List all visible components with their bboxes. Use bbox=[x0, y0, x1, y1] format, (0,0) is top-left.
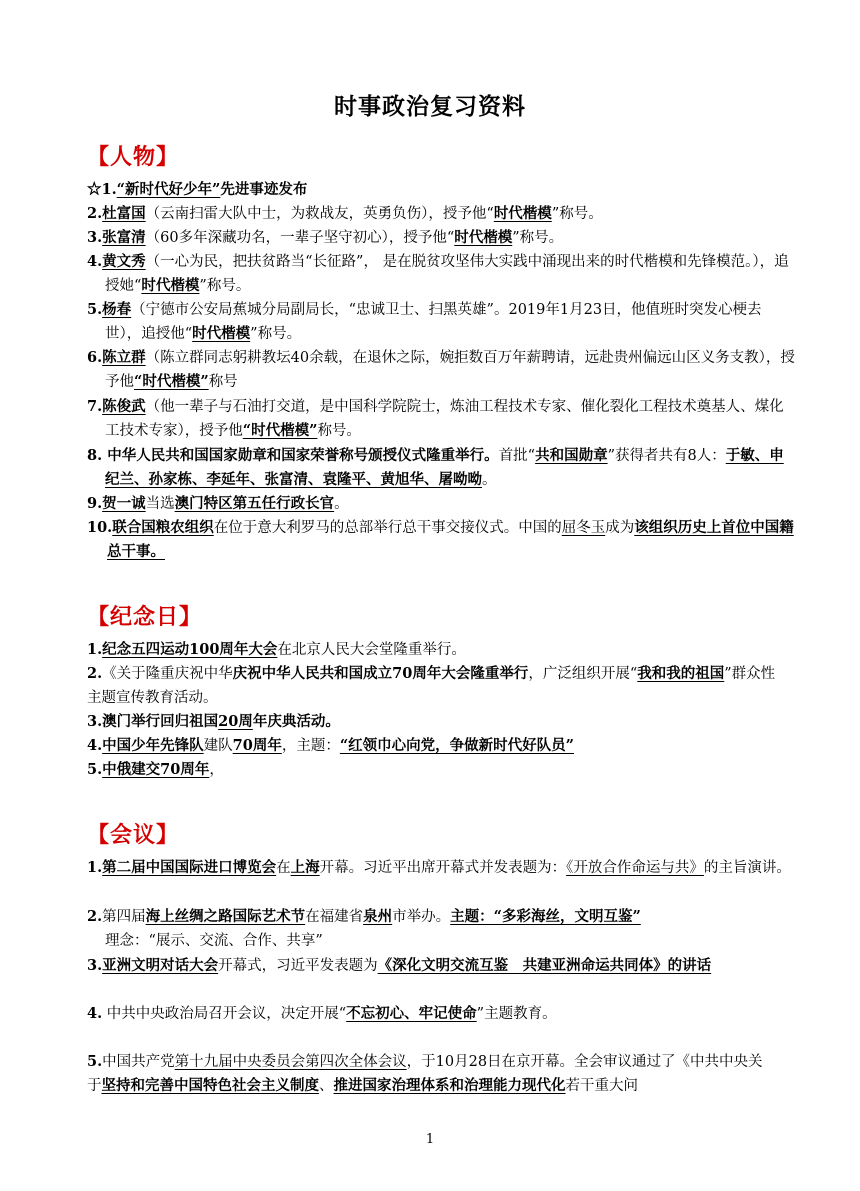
days-item-5: 5.中俄建交70周年， bbox=[87, 761, 224, 778]
days-item-2: 2.《关于隆重庆祝中华庆祝中华人民共和国成立70周年大会隆重举行，广泛组织开展“我和我的祖国”群众性主题宣传教育活动。 bbox=[87, 665, 776, 706]
meetings-item-4: 4. 中共中央政治局召开会议，决定开展“不忘初心、牢记使命”主题教育。 bbox=[87, 1005, 557, 1022]
people-item-4: 4.黄文秀（一心为民，把扶贫路当“长征路”， 是在脱贫攻坚伟大实践中涌现出来的时代楷模和先锋模范。），追授她“时代楷模”称号。 bbox=[87, 253, 789, 294]
people-item-5: 5.杨春（宁德市公安局蕉城分局副局长，“忠诚卫士、扫黑英雄”。2019年1月23日，他值班时突发心梗去世），追授他“时代楷模”称号。 bbox=[87, 301, 762, 342]
people-item-3: 3.张富清（60多年深藏功名，一辈子坚守初心），授予他“时代楷模”称号。 bbox=[87, 229, 564, 246]
page-number: 1 bbox=[425, 1132, 435, 1147]
meetings-item-5: 5.中国共产党第十九届中央委员会第四次全体会议，于10月28日在京开幕。全会审议通过了《中共中央关于坚持和完善中国特色社会主义制度、推进国家治理体系和治理能力现代化若干重大问 bbox=[87, 1053, 763, 1094]
section-heading-people: 【人物】 bbox=[87, 145, 180, 170]
people-item-10: 10.联合国粮农组织在位于意大利罗马的总部举行总干事交接仪式。中国的屈冬玉成为该组织历史上首位中国籍总干事。 bbox=[87, 519, 794, 560]
section-heading-days: 【纪念日】 bbox=[87, 605, 203, 630]
meetings-item-1: 1.第二届中国国际进口博览会在上海开幕。习近平出席开幕式并发表题为：《开放合作命运与共》的主旨演讲。 bbox=[87, 859, 791, 876]
meetings-item-2: 2.第四届海上丝绸之路国际艺术节在福建省泉州市举办。主题：“多彩海丝，文明互鉴” 理念：“展示、交流、合作、共享” bbox=[87, 908, 641, 949]
section-heading-meetings: 【会议】 bbox=[87, 823, 180, 848]
people-item-6: 6.陈立群（陈立群同志躬耕教坛40余载，在退休之际，婉拒数百万年薪聘请，远赴贵州偏远山区义务支教），授予他“时代楷模”称号 bbox=[87, 349, 795, 390]
days-item-4: 4.中国少年先锋队建队70周年，主题：“红领巾心向党，争做新时代好队员” bbox=[87, 737, 575, 754]
people-item-8: 8. 中华人民共和国国家勋章和国家荣誉称号颁授仪式隆重举行。首批“共和国勋章”获得者共有8人：于敏、申纪兰、孙家栋、李延年、张富清、袁隆平、黄旭华、屠呦呦。 bbox=[87, 447, 784, 488]
people-item-7: 7.陈俊武（他一辈子与石油打交道，是中国科学院院士，炼油工程技术专家、催化裂化工程技术奠基人、煤化工技术专家），授予他“时代楷模”称号。 bbox=[87, 398, 784, 439]
people-item-2: 2.杜富国（云南扫雷大队中士，为救战友，英勇负伤），授予他“时代楷模”称号。 bbox=[87, 205, 603, 222]
days-item-1: 1.纪念五四运动100周年大会在北京人民大会堂隆重举行。 bbox=[87, 641, 466, 658]
document-title: 时事政治复习资料 bbox=[334, 94, 526, 120]
people-item-1: ☆1.“新时代好少年”先进事迹发布 bbox=[87, 181, 308, 198]
people-item-9: 9.贺一诚当选澳门特区第五任行政长官。 bbox=[87, 495, 349, 512]
meetings-item-3: 3.亚洲文明对话大会开幕式，习近平发表题为《深化文明交流互鉴 共建亚洲命运共同体》的讲话 bbox=[87, 957, 712, 974]
days-item-3: 3.澳门举行回归祖国20周年庆典活动。 bbox=[87, 713, 340, 730]
